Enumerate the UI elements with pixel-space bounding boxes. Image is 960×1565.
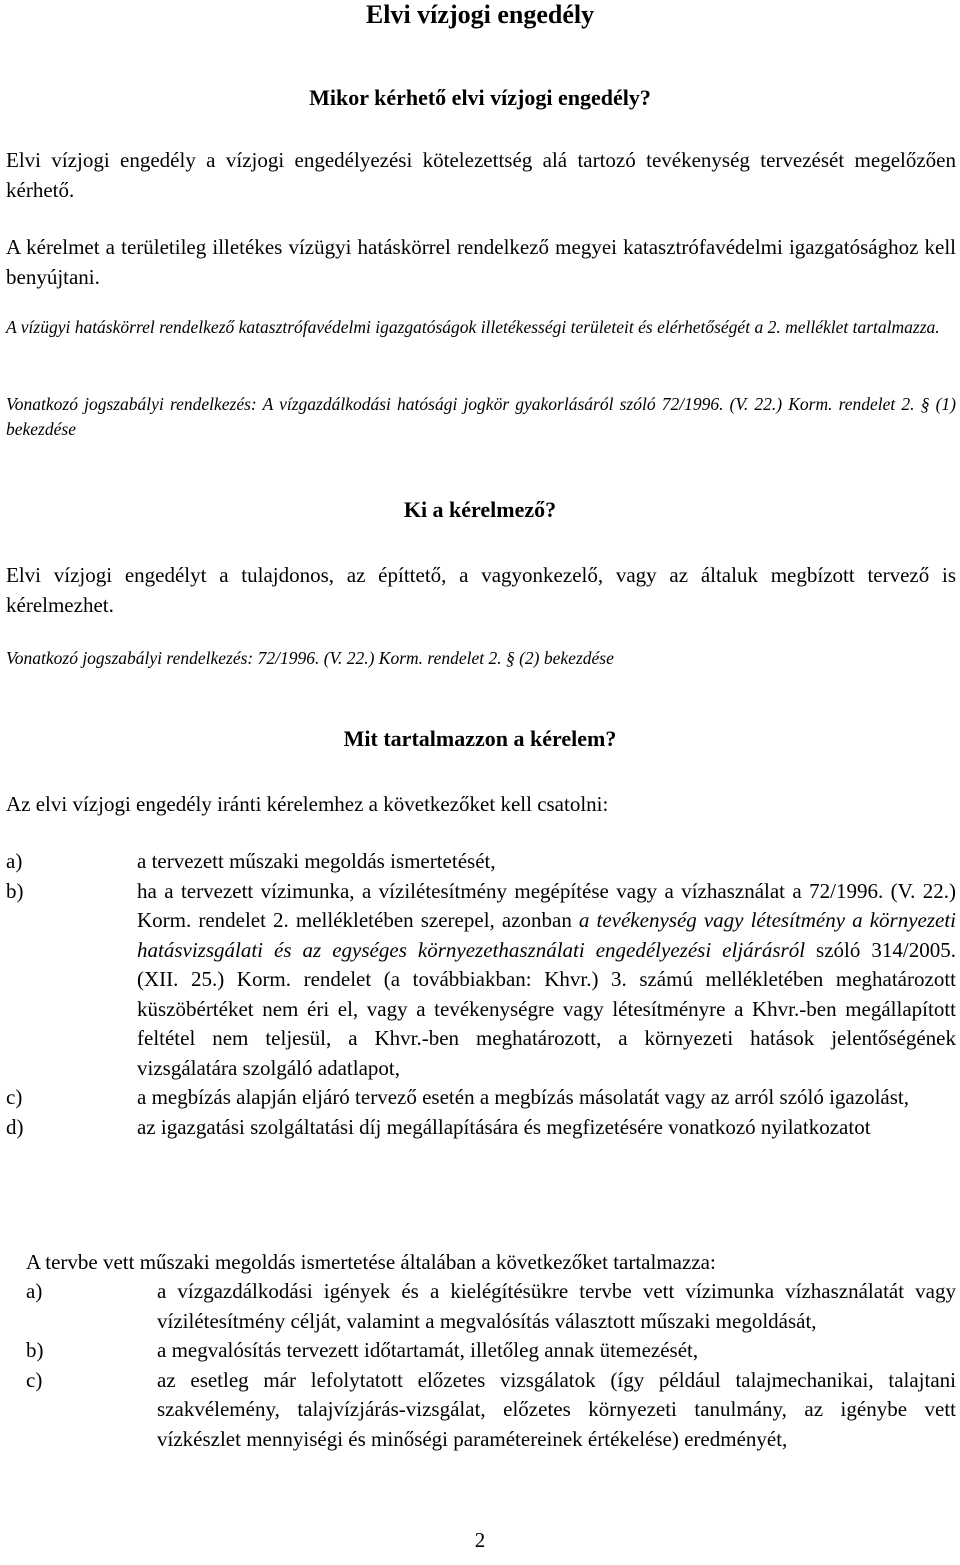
list-item-text: szóló 314/2005. (XII. 25.) Korm. rendelet (a továbbiakban: Khvr.) 3. számú mellékletében meghatározott küszöbértéket nem éri el, vagy a tevékenységre vagy létesítményre a Khvr.-ben megállapított feltétel nem teljesül, a Khvr.-ben meghatározott, a környezeti hatások jelentőségének vizsgálatára szolgáló adatlapot, <box>137 937 956 1080</box>
list-item-text: a megbízás alapján eljáró tervező esetén a megbízás másolatát vagy az arról szóló igazolást, <box>137 1085 909 1109</box>
section-heading-contents: Mit tartalmazzon a kérelem? <box>343 726 617 751</box>
note-directorates: A vízügyi hatáskörrel rendelkező katasztrófavédelmi igazgatóságok illetékességi területeit és elérhetőségét a 2. melléklet tartalmazza. <box>6 317 940 337</box>
paragraph-applicant: Elvi vízjogi engedélyt a tulajdonos, az építtető, a vagyonkezelő, vagy az általuk megbízott tervező is kérelmezhet. <box>6 563 956 617</box>
section-heading-when: Mikor kérhető elvi vízjogi engedély? <box>309 85 651 110</box>
list-marker: c) <box>6 1085 23 1109</box>
list-item-text: a megvalósítás tervezett időtartamát, illetőleg annak ütemezését, <box>157 1338 699 1362</box>
list-item-text: a tervezett műszaki megoldás ismertetését, <box>137 849 496 873</box>
paragraph-when: Elvi vízjogi engedély a vízjogi engedélyezési kötelezettség alá tartozó tevékenység tervezését megelőzően kérhető. <box>6 148 956 202</box>
list-item-text: az esetleg már lefolytatott előzetes vizsgálatok (így például talajmechanikai, talajtani szakvélemény, talajvízjárás-vizsgálat, előzetes környezeti tanulmány, az igénybe vett vízkészlet mennyiségi és minőségi paramétereinek értékelése) eredményét, <box>157 1367 956 1451</box>
section-heading-who: Ki a kérelmező? <box>403 497 557 522</box>
attachments-list <box>6 847 956 1142</box>
list-marker: b) <box>26 1338 44 1362</box>
page-number: 2 <box>474 1528 486 1552</box>
list-marker: d) <box>6 1114 24 1139</box>
paragraph-attachments-intro: Az elvi vízjogi engedély iránti kérelemhez a következőket kell csatolni: <box>6 792 609 816</box>
list-item-text: a vízgazdálkodási igények és a kielégítésükre tervbe vett vízimunka vízhasználatát vagy vízilétesítmény célját, valamint a megvalósítás választott műszaki megoldását, <box>157 1279 956 1333</box>
list-item <box>26 1336 956 1366</box>
document-title: Elvi vízjogi engedély <box>365 0 595 29</box>
list-marker: b) <box>6 878 24 903</box>
note-legal-reference-1: Vonatkozó jogszabályi rendelkezés: A vízgazdálkodási hatósági jogkör gyakorlásáról szóló 72/1996. (V. 22.) Korm. rendelet 2. § (1) bekezdése <box>6 394 956 439</box>
technical-solution-list <box>26 1277 956 1454</box>
paragraph-submit-to: A kérelmet a területileg illetékes vízügyi hatáskörrel rendelkező megyei katasztrófavédelmi igazgatósághoz kell benyújtani. <box>6 235 956 289</box>
list-item <box>6 1083 956 1113</box>
list-marker: c) <box>26 1367 43 1392</box>
list-marker: a) <box>26 1279 43 1303</box>
list-item <box>6 847 956 877</box>
list-item-text: ha a tervezett vízimunka, a vízilétesítmény megépítése vagy a vízhasználat a 72/1996. (V. 22.) Korm. rendelet 2. mellékletében szerepel, azonban <box>137 878 956 932</box>
list-item <box>6 877 956 1084</box>
list-item <box>6 1113 956 1143</box>
note-legal-reference-2: Vonatkozó jogszabályi rendelkezés: 72/1996. (V. 22.) Korm. rendelet 2. § (2) bekezdése <box>6 648 614 668</box>
list-marker: a) <box>6 849 23 873</box>
paragraph-technical-solution-intro: A tervbe vett műszaki megoldás ismertetése általában a következőket tartalmazza: <box>26 1250 716 1274</box>
list-item <box>26 1277 956 1336</box>
list-item-text: az igazgatási szolgáltatási díj megállapítására és megfizetésére vonatkozó nyilatkozatot <box>137 1114 871 1139</box>
list-item-italic-text: a tevékenység vagy létesítmény a környezeti hatásvizsgálati és az egységes környezethasználati engedélyezési eljárásról <box>137 908 957 962</box>
list-item <box>26 1366 956 1455</box>
